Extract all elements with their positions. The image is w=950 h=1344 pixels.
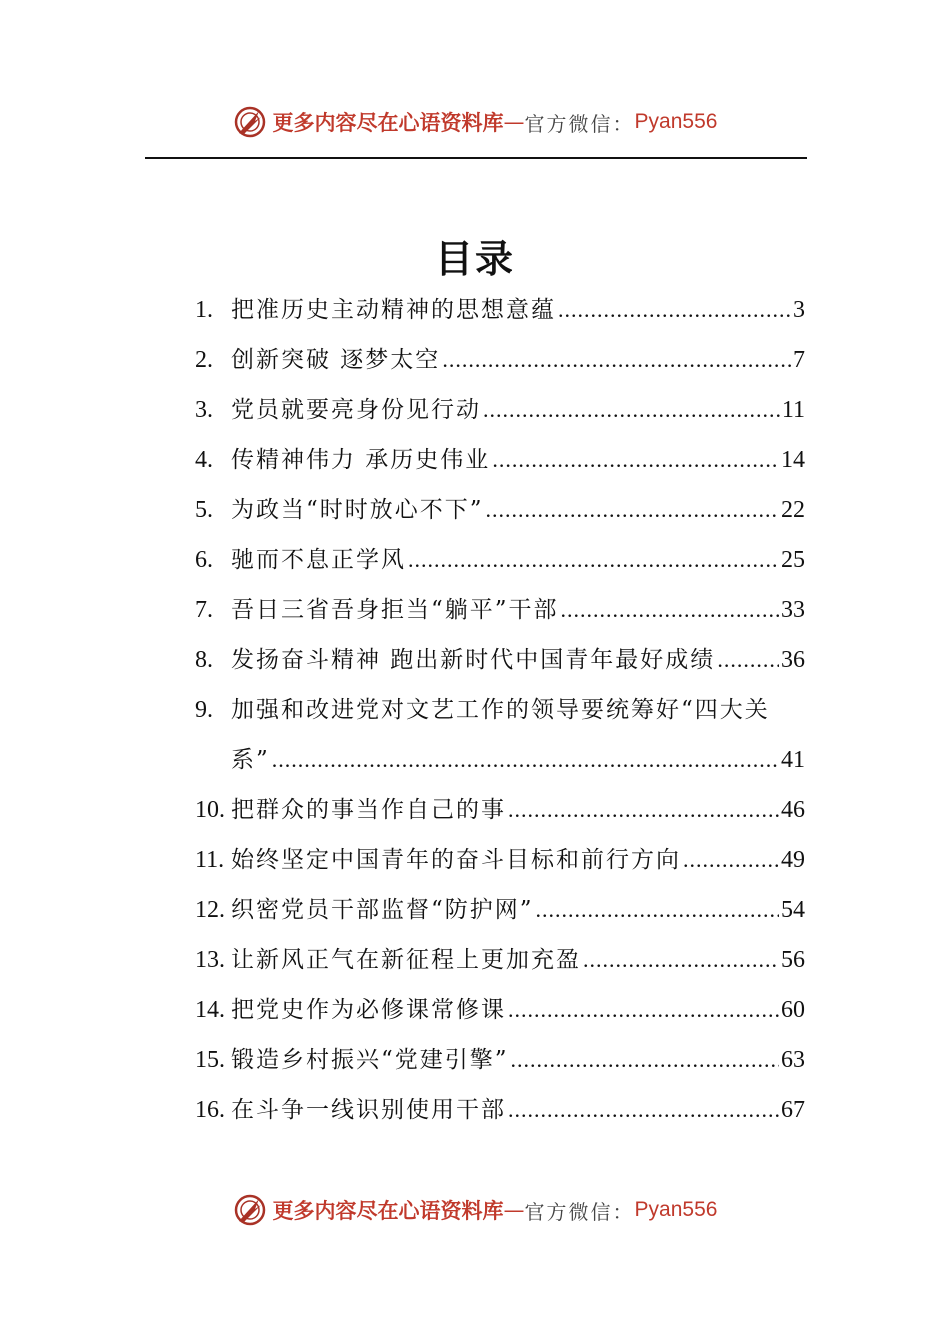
toc-leader [511, 1035, 779, 1085]
toc-leader [717, 635, 779, 685]
toc-page: 67 [781, 1097, 805, 1123]
toc-entry[interactable] [195, 485, 805, 535]
toc-entry[interactable] [195, 1035, 805, 1085]
toc-leader [561, 585, 779, 635]
toc-page: 7 [793, 347, 805, 373]
toc-title: 把群众的事当作自己的事 [231, 797, 506, 823]
toc-entry[interactable] [195, 785, 805, 835]
toc-entry[interactable] [195, 935, 805, 985]
banner-sub-text: 官方微信： [524, 1199, 635, 1224]
toc-page: 14 [781, 447, 805, 473]
banner-main-text: 更多内容尽在心语资料库 [272, 110, 504, 135]
header-divider [145, 157, 807, 159]
toc-page: 33 [781, 597, 805, 623]
toc-leader [272, 735, 779, 785]
toc-title: 锻造乡村振兴“党建引擎” [231, 1047, 509, 1073]
toc-title: 让新风正气在新征程上更加充盈 [231, 947, 581, 973]
toc-title: 党员就要亮身份见行动 [231, 397, 481, 423]
toc-page: 49 [781, 847, 805, 873]
toc-entry[interactable] [195, 1085, 805, 1135]
toc-title: 创新突破 逐梦太空 [231, 347, 441, 373]
toc-leader [683, 835, 779, 885]
toc-number: 6. [195, 547, 213, 573]
toc-leader [536, 885, 779, 935]
toc-page: 60 [781, 997, 805, 1023]
toc-entry[interactable] [195, 435, 805, 485]
toc-page: 63 [781, 1047, 805, 1073]
banner-main-text: 更多内容尽在心语资料库 [272, 1198, 504, 1223]
toc-entry[interactable] [195, 385, 805, 435]
quill-logo-icon [233, 1193, 267, 1227]
toc-number: 16. [195, 1097, 225, 1123]
banner-sub-text: 官方微信： [524, 111, 635, 136]
toc-leader [486, 485, 779, 535]
page-title: 目录 [434, 236, 515, 281]
toc-title: 织密党员干部监督“防护网” [231, 897, 534, 923]
toc-number: 9. [195, 697, 213, 723]
toc-number: 10. [195, 797, 225, 823]
quill-logo-icon [233, 105, 267, 139]
toc-number: 7. [195, 597, 213, 623]
toc-entry[interactable] [195, 285, 805, 335]
banner-wechat-id: Pyan556 [634, 1198, 718, 1221]
toc-number: 14. [195, 997, 225, 1023]
toc-leader [508, 985, 779, 1035]
toc-page: 11 [781, 397, 805, 423]
toc-title: 在斗争一线识别使用干部 [231, 1097, 506, 1123]
toc-leader [408, 535, 779, 585]
toc-page: 3 [793, 297, 805, 323]
toc-page: 54 [781, 897, 805, 923]
toc-page: 46 [781, 797, 805, 823]
toc-entry[interactable] [195, 635, 805, 685]
toc-leader [508, 785, 779, 835]
toc-number: 11. [195, 847, 225, 873]
toc-entry[interactable] [195, 335, 805, 385]
toc-entry[interactable] [195, 585, 805, 635]
banner-dash: — [503, 110, 525, 134]
header-banner [0, 102, 950, 142]
toc-title: 把准历史主动精神的思想意蕴 [231, 297, 556, 323]
toc-number: 1. [195, 297, 213, 323]
toc-entry[interactable] [195, 985, 805, 1035]
toc-title: 传精神伟力 承历史伟业 [231, 447, 491, 473]
toc-number: 12. [195, 897, 225, 923]
toc-leader [583, 935, 779, 985]
toc-number: 4. [195, 447, 213, 473]
toc-number: 2. [195, 347, 213, 373]
toc-page: 56 [781, 947, 805, 973]
toc-title: 把党史作为必修课常修课 [231, 997, 506, 1023]
toc-page: 22 [781, 497, 805, 523]
toc-number: 13. [195, 947, 225, 973]
toc-title-continued: 系” [231, 747, 270, 773]
toc-entry[interactable] [195, 535, 805, 585]
banner-dash: — [503, 1198, 525, 1222]
toc-number: 8. [195, 647, 213, 673]
toc-page: 41 [781, 747, 805, 773]
toc-title: 加强和改进党对文艺工作的领导要统筹好“四大关 [231, 697, 770, 723]
footer-banner [0, 1190, 950, 1230]
toc-leader [558, 285, 791, 335]
toc-leader [483, 385, 780, 435]
toc-leader [508, 1085, 779, 1135]
toc-leader [492, 435, 779, 485]
toc-title: 吾日三省吾身拒当“躺平”干部 [231, 597, 559, 623]
banner-wechat-id: Pyan556 [634, 110, 718, 133]
toc-title: 始终坚定中国青年的奋斗目标和前行方向 [231, 847, 681, 873]
toc-page: 25 [781, 547, 805, 573]
toc-leader [442, 335, 791, 385]
toc-page: 36 [781, 647, 805, 673]
toc-entry[interactable] [195, 885, 805, 935]
toc-number: 5. [195, 497, 213, 523]
toc-title: 驰而不息正学风 [231, 547, 406, 573]
toc-title: 发扬奋斗精神 跑出新时代中国青年最好成绩 [231, 647, 716, 673]
toc-number: 3. [195, 397, 213, 423]
toc-entry[interactable] [195, 835, 805, 885]
toc-number: 15. [195, 1047, 225, 1073]
table-of-contents [195, 285, 805, 1135]
toc-title: 为政当“时时放心不下” [231, 497, 484, 523]
toc-entry[interactable] [195, 685, 805, 785]
